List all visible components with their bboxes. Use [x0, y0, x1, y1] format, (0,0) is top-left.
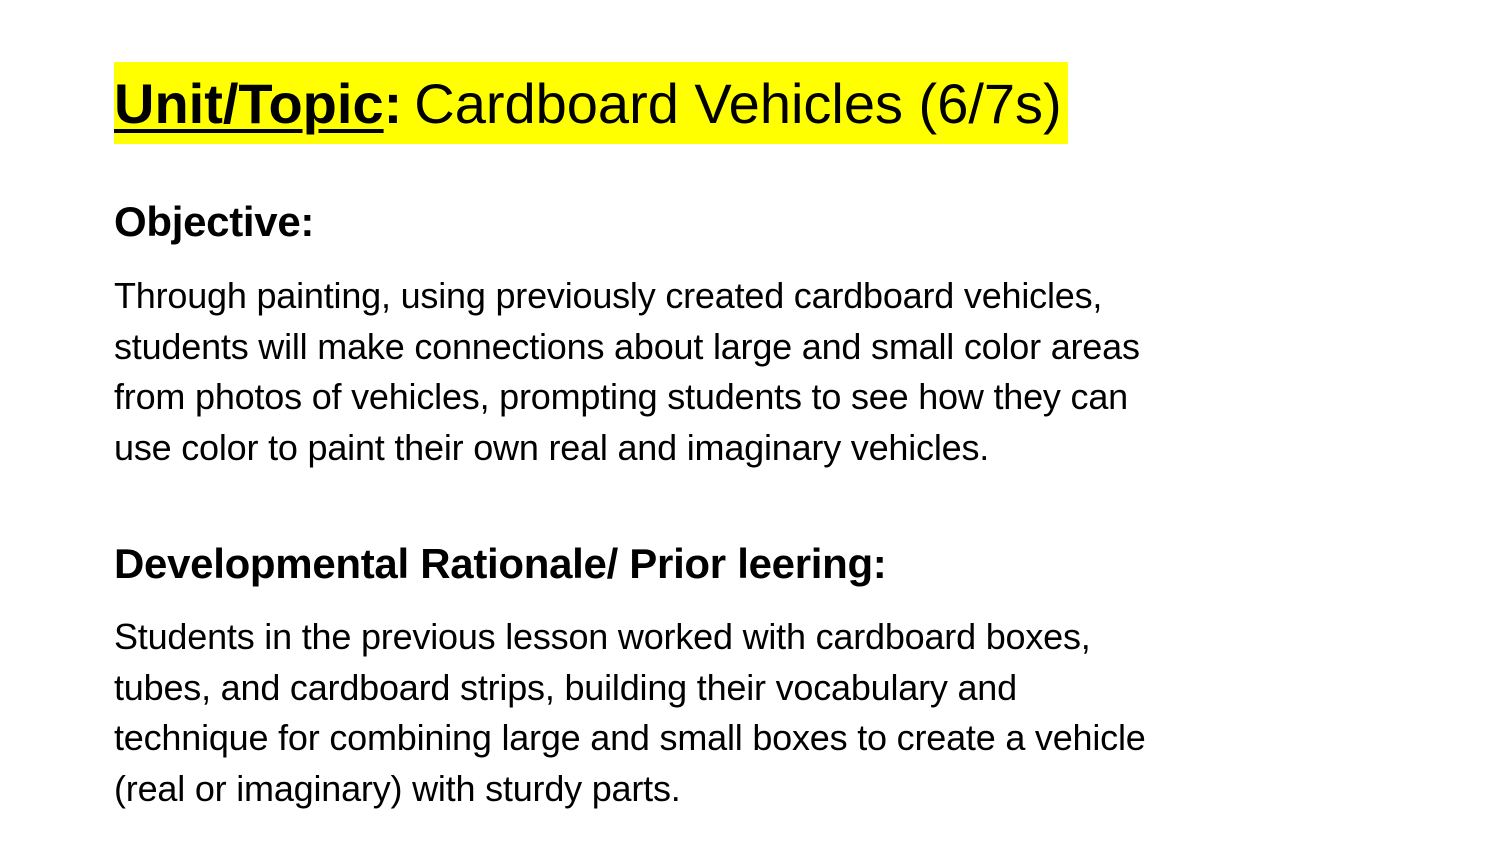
rationale-line: technique for combining large and small boxes to create a vehicle [114, 717, 1146, 758]
title-colon: : [383, 71, 403, 135]
objective-line: from photos of vehicles, prompting students to see how they can [114, 376, 1128, 417]
rationale-heading: Developmental Rationale/ Prior leering: [114, 540, 887, 587]
rationale-line: tubes, and cardboard strips, building their vocabulary and [114, 666, 1017, 708]
title-text: Cardboard Vehicles (6/7s) [414, 71, 1062, 135]
objective-line: Through painting, using previously created cardboard vehicles, [114, 275, 1103, 316]
objective-paragraph [114, 271, 1404, 473]
objective-line: use color to paint their own real and imaginary vehicles. [114, 426, 990, 468]
rationale-line: (real or imaginary) with sturdy parts. [114, 767, 681, 809]
objective-heading: Objective: [114, 198, 315, 245]
rationale-line: Students in the previous lesson worked with cardboard boxes, [114, 616, 1091, 657]
objective-line: students will make connections about large and small color areas [114, 325, 1140, 367]
rationale-paragraph [114, 612, 1404, 814]
title-label: Unit/Topic [114, 71, 384, 135]
slide-title [114, 62, 1068, 144]
